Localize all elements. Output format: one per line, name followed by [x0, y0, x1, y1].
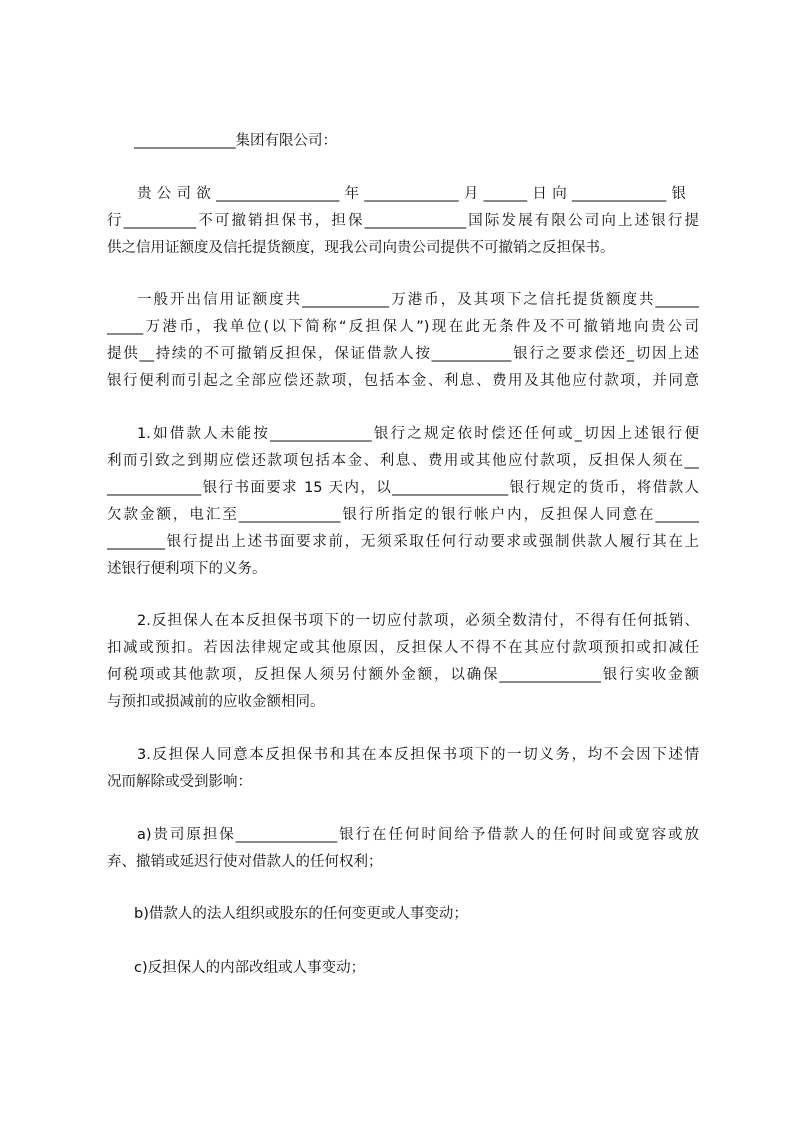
paragraph-intro-line-2: 行__________不可撤销担保书，担保______________国际发展有限公司向上述银行提: [107, 213, 699, 229]
paragraph-intro-line-1: 贵公司欲_________________年_____________月______日向_____________银: [137, 186, 686, 202]
clause-1-line-4: 欠款金额，电汇至______________银行所指定的银行帐户内，反担保人同意在______: [107, 507, 699, 523]
clause-3a-line-2: 弃、撤销或延迟行使对借款人的任何权利；: [107, 854, 383, 870]
clause-3-line-2: 况而解除或受到影响：: [107, 774, 252, 790]
clause-1-line-2: 利而引致之到期应偿还款项包括本金、利息、费用或其他应付款项，反担保人须在__: [107, 453, 699, 469]
clause-1-line-6: 述银行便利项下的义务。: [107, 561, 267, 577]
clause-2-line-1: 2.反担保人在本反担保书项下的一切应付款项，必须全数清付，不得有任何抵销、: [137, 613, 699, 629]
paragraph-credit-line-2: _____万港币，我单位(以下简称“反担保人”)现在此无条件及不可撤销地向贵公司: [107, 319, 699, 335]
paragraph-credit-line-3: 提供__持续的不可撤销反担保，保证借款人按___________银行之要求偿还_切因上述: [107, 346, 699, 362]
clause-3-line-1: 3.反担保人同意本反担保书和其在本反担保书项下的一切义务，均不会因下述情: [137, 747, 699, 763]
clause-1-line-5: ________银行提出上述书面要求前，无须采取任何行动要求或强制供款人履行其在上: [107, 534, 699, 550]
addressee-line: ______________集团有限公司：: [134, 133, 337, 149]
clause-2-line-3: 何税项或其他款项，反担保人须另付额外金额，以确保______________银行实收金额: [107, 667, 699, 683]
paragraph-credit-line-1: 一般开出信用证额度共____________万港币，及其项下之信托提货额度共______: [137, 292, 699, 308]
clause-3a-line-1: a)贵司原担保______________银行在任何时间给予借款人的任何时间或宽容或放: [137, 827, 699, 843]
clause-1-line-1: 1.如借款人未能按______________银行之规定依时偿还任何或_切因上述银行便: [137, 426, 699, 442]
clause-2-line-2: 扣减或预扣。若因法律规定或其他原因，反担保人不得不在其应付款项预扣或扣减任: [107, 640, 699, 656]
clause-2-line-4: 与预扣或损减前的应收金额相同。: [107, 694, 325, 710]
paragraph-credit-line-4: 银行便利而引起之全部应偿还款项，包括本金、利息、费用及其他应付款项，并同意: [107, 373, 699, 389]
clause-3c-line: c)反担保人的内部改组或人事变动；: [134, 960, 366, 976]
paragraph-intro-line-3: 供之信用证额度及信托提货额度，现我公司向贵公司提供不可撤销之反担保书。: [107, 240, 615, 256]
clause-3b-line: b)借款人的法人组织或股东的任何变更或人事变动；: [134, 906, 468, 922]
clause-1-line-3: _____________银行书面要求 15 天内，以________________银行规定的货币，将借款人: [107, 480, 699, 496]
